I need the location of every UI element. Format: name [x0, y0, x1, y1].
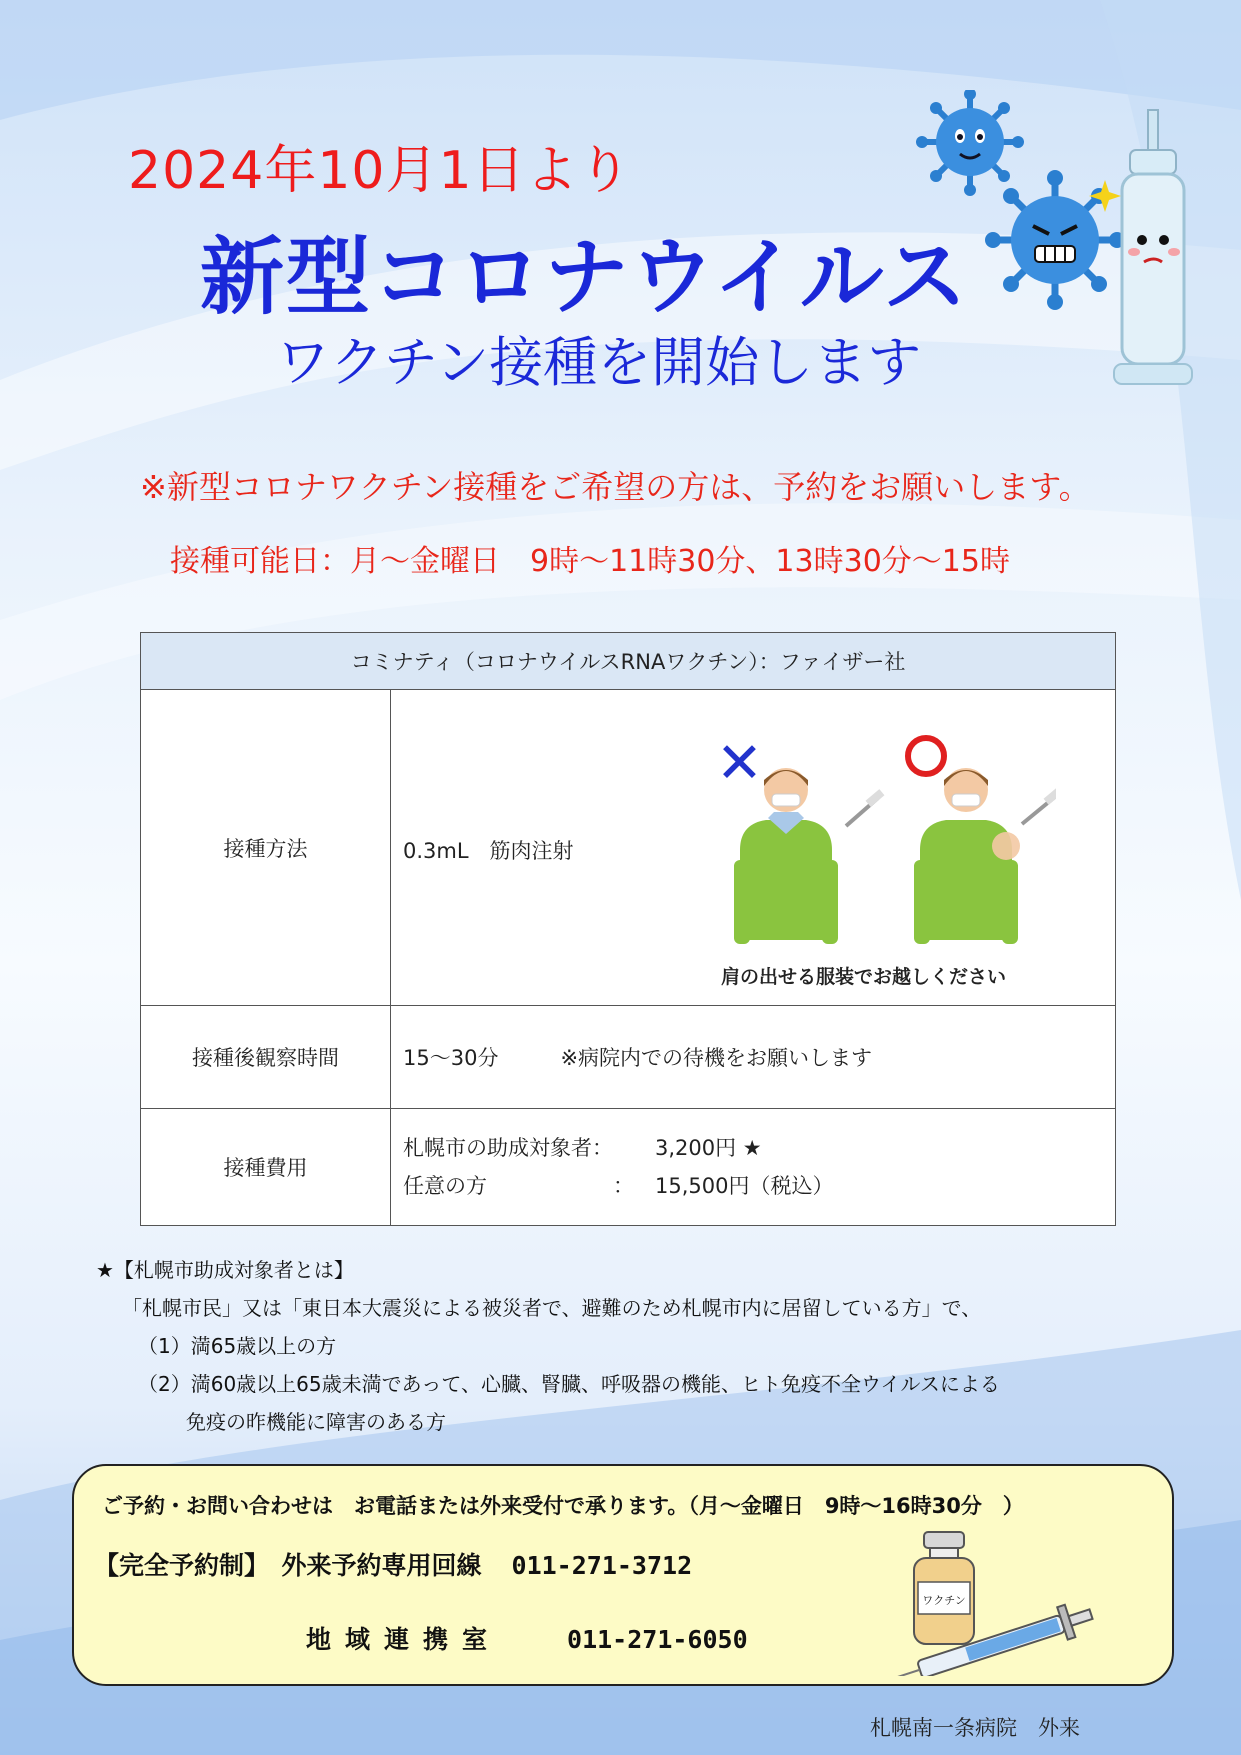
svg-text:ワクチン: ワクチン	[922, 1594, 966, 1607]
table-row	[141, 1109, 1116, 1226]
hospital-name: 札幌南一条病院 外来	[870, 1716, 1080, 1740]
subsidy-item-2: （2）満60歳以上65歳未満であって、心臓、腎臓、呼吸器の機能、ヒト免疫不全ウイルスによる	[138, 1372, 1000, 1396]
fee-cell	[391, 1109, 1116, 1226]
vaccine-vial-icon	[914, 1532, 974, 1644]
reservation-notice: ※新型コロナワクチン接種をご希望の方は、予約をお願いします。	[140, 468, 1091, 506]
subsidy-heading: ★【札幌市助成対象者とは】	[96, 1258, 354, 1282]
svg-text:◯: ◯	[910, 772, 912, 773]
table-row	[141, 1006, 1116, 1109]
contact-box	[72, 1464, 1174, 1686]
reservation-line	[94, 1546, 692, 1582]
page-subtitle: ワクチン接種を開始します	[276, 331, 922, 394]
regional-office-line	[306, 1620, 748, 1656]
start-date: 2024年10月1日より	[128, 141, 632, 201]
observation-note: ※病院内での待機をお願いします	[560, 1046, 873, 1070]
vaccine-name-header: コミナティ（コロナウイルスRNAワクチン）：ファイザー社	[141, 633, 1116, 690]
method-cell	[391, 690, 1116, 1006]
fee-subsidized: 札幌市の助成対象者： 3,200円 ★	[403, 1136, 762, 1160]
table-header-row	[141, 633, 1116, 690]
subsidy-item-1: （1）満65歳以上の方	[138, 1334, 337, 1358]
virus-mascot-illustration	[915, 90, 1225, 400]
virus-icon	[916, 90, 1024, 196]
reservation-label: 【完全予約制】 外来予約専用回線	[94, 1551, 482, 1580]
vaccine-info-table	[140, 632, 1116, 1226]
clothing-illustration	[696, 720, 1056, 960]
clothing-caption: 肩の出せる服装でお越しください	[721, 966, 1007, 988]
method-value: 0.3mL 筋肉注射	[403, 839, 574, 863]
syringe-mascot-icon	[1114, 110, 1192, 384]
table-row	[141, 690, 1116, 1006]
sparkle-icon	[1089, 180, 1121, 212]
subsidy-intro: 「札幌市民」又は「東日本大震災による被災者で、避難のため札幌市内に居留している方」で、	[122, 1296, 982, 1320]
method-label: 接種方法	[141, 690, 391, 1006]
subsidy-item-2-cont: 免疫の昨機能に障害のある方	[186, 1410, 446, 1434]
observation-value: 15～30分	[403, 1046, 499, 1070]
fee-voluntary: 任意の方 ： 15,500円（税込）	[403, 1174, 834, 1198]
observation-cell	[391, 1006, 1116, 1109]
fee-label: 接種費用	[141, 1109, 391, 1226]
regional-office-phone[interactable]: 011-271-6050	[567, 1625, 748, 1654]
page-title: 新型コロナウイルス	[200, 228, 969, 326]
observation-label: 接種後観察時間	[141, 1006, 391, 1109]
vial-syringe-illustration	[894, 1526, 1134, 1676]
contact-info: ご予約・お問い合わせは お電話または外来受付で承ります。（月～金曜日 9時～16時30分 ）	[102, 1494, 1024, 1518]
regional-office-label: 地域連携室	[306, 1625, 502, 1654]
person-shoulder-exposed-icon	[914, 768, 1056, 944]
vaccination-hours: 接種可能日：月～金曜日 9時～11時30分、13時30分～15時	[170, 544, 1010, 579]
correct-mark-icon	[908, 738, 944, 774]
reservation-phone[interactable]: 011-271-3712	[511, 1551, 693, 1580]
wrong-mark-icon: ✕	[716, 731, 763, 796]
